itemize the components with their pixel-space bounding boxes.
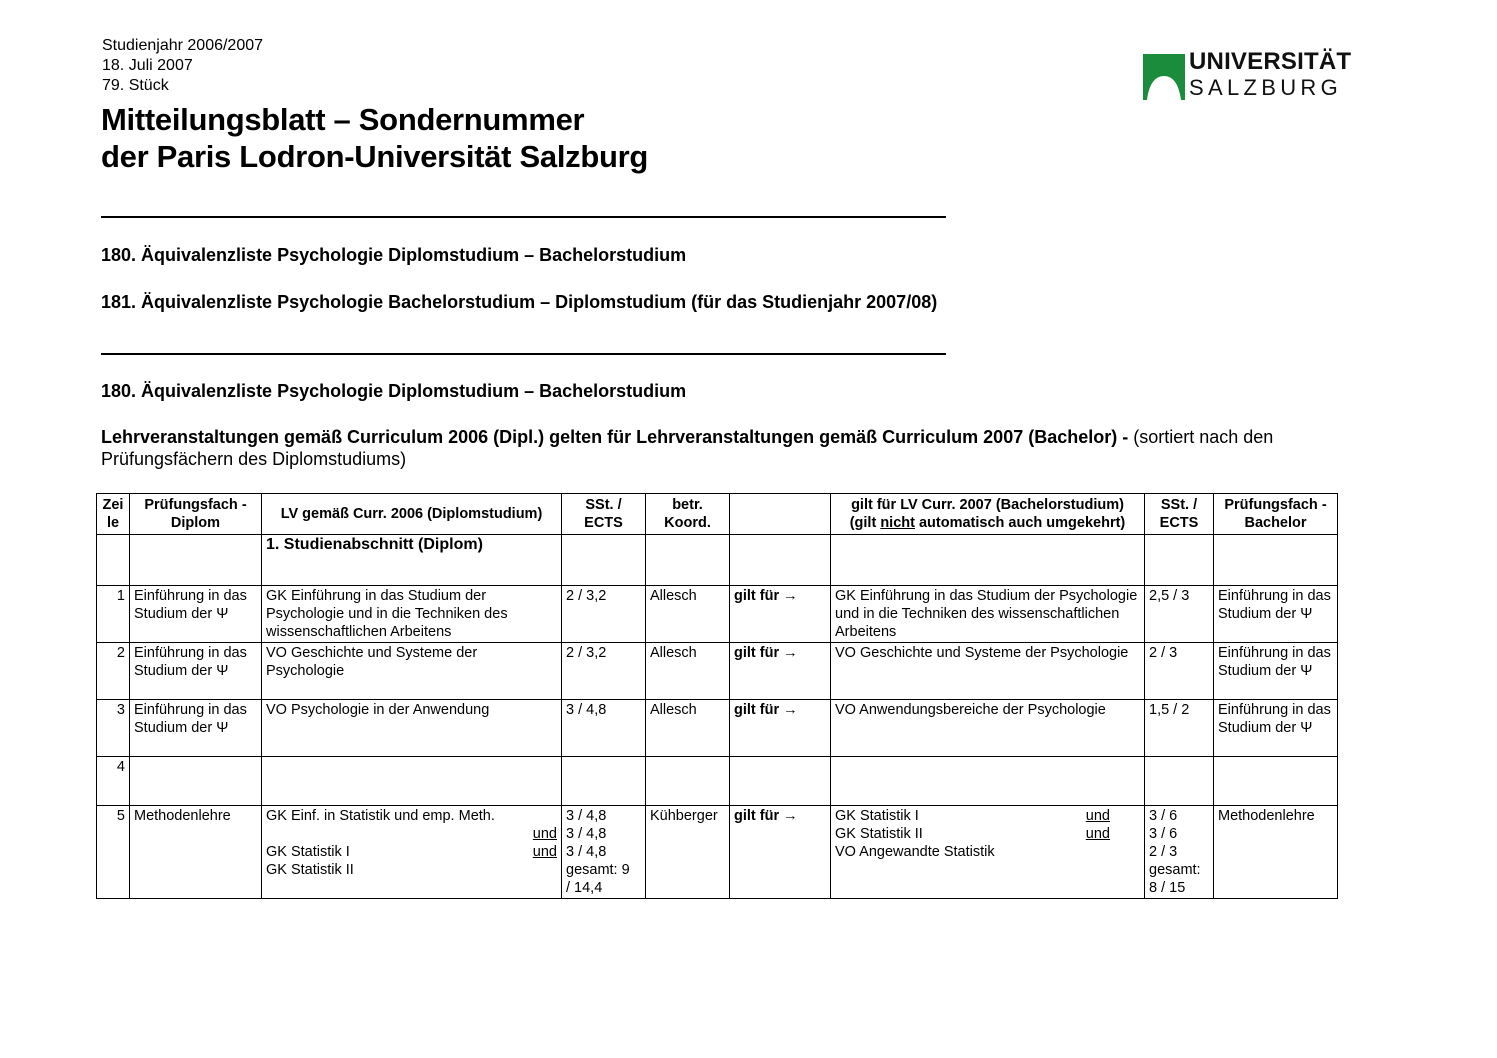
pf-diplom: Einführung in das Studium der Ψ bbox=[130, 586, 262, 643]
section-intro bbox=[101, 426, 1351, 470]
row-number: 1 bbox=[97, 586, 130, 643]
table-row bbox=[97, 757, 1338, 806]
row-number: 5 bbox=[97, 806, 130, 899]
intro-bold: Lehrveranstaltungen gemäß Curriculum 2006 (Dipl.) gelten für Lehrveranstaltungen gemäß Curriculum 2007 (Bachelor) - bbox=[101, 427, 1129, 447]
pf-bachelor: Einführung in das Studium der Ψ bbox=[1214, 643, 1338, 700]
toc-item-180: 180. Äquivalenzliste Psychologie Diplomstudium – Bachelorstudium bbox=[101, 245, 687, 265]
row-number: 3 bbox=[97, 700, 130, 757]
lv-2006: VO Geschichte und Systeme der Psychologie bbox=[262, 643, 562, 700]
pf-diplom: Einführung in das Studium der Ψ bbox=[130, 700, 262, 757]
table-header-row bbox=[97, 494, 1338, 535]
gilt-fuer-label: gilt für → bbox=[730, 700, 831, 757]
lv-2007: VO Geschichte und Systeme der Psychologie bbox=[831, 643, 1145, 700]
und-connector: und bbox=[532, 826, 557, 842]
gilt-fuer-label: gilt für → bbox=[730, 643, 831, 700]
header-sst-2007: SSt. / ECTS bbox=[1145, 494, 1214, 535]
und-connector: und bbox=[1085, 826, 1110, 842]
title-line-1: Mitteilungsblatt – Sondernummer bbox=[101, 102, 585, 137]
lv-2007: GK Statistik I und GK Statistik II und VO Angewandte Statistik bbox=[831, 806, 1145, 899]
header-pf-diplom: Prüfungsfach - Diplom bbox=[130, 494, 262, 535]
section-heading: 180. Äquivalenzliste Psychologie Diplomstudium – Bachelorstudium bbox=[101, 381, 687, 401]
lv-2007: GK Einführung in das Studium der Psychologie und in die Techniken des wissenschaftlichen Arbeitens bbox=[831, 586, 1145, 643]
studienjahr: Studienjahr 2006/2007 bbox=[102, 37, 264, 54]
section-row bbox=[97, 535, 1338, 586]
intro-normal: (sortiert nach den Prüfungsfächern des Diplomstudiums) bbox=[101, 427, 1274, 469]
header-gilt bbox=[730, 494, 831, 535]
lv-2006: VO Psychologie in der Anwendung bbox=[262, 700, 562, 757]
header-sst-2006: SSt. / ECTS bbox=[562, 494, 646, 535]
publication-date: 18. Juli 2007 bbox=[102, 57, 193, 74]
table-row bbox=[97, 586, 1338, 643]
header-lv-2007: gilt für LV Curr. 2007 (Bachelorstudium) (gilt nicht automatisch auch umgekehrt) bbox=[831, 494, 1145, 535]
sst-2007: 2 / 3 bbox=[1145, 643, 1214, 700]
table-row bbox=[97, 700, 1338, 757]
logo-text-salzburg: SALZBURG bbox=[1189, 75, 1342, 100]
header-pf-bachelor: Prüfungsfach - Bachelor bbox=[1214, 494, 1338, 535]
divider bbox=[101, 216, 946, 218]
sst-2007: 3 / 6 3 / 6 2 / 3 gesamt: 8 / 15 bbox=[1145, 806, 1214, 899]
header-koordinator: betr. Koord. bbox=[646, 494, 730, 535]
table-row bbox=[97, 643, 1338, 700]
und-connector: und bbox=[532, 844, 557, 860]
logo-text-universitaet: UNIVERSITÄT bbox=[1189, 48, 1352, 75]
table-row bbox=[97, 806, 1338, 899]
divider bbox=[101, 353, 946, 355]
lv-2006: GK Einführung in das Studium der Psychologie und in die Techniken des wissenschaftlichen Arbeitens bbox=[262, 586, 562, 643]
equivalence-table bbox=[96, 493, 1338, 899]
section-label: 1. Studienabschnitt (Diplom) bbox=[262, 535, 562, 586]
sst-2006: 2 / 3,2 bbox=[562, 643, 646, 700]
issue-number: 79. Stück bbox=[102, 77, 169, 94]
row-number: 4 bbox=[97, 757, 130, 806]
sst-2006: 2 / 3,2 bbox=[562, 586, 646, 643]
lv-2006: GK Einf. in Statistik und emp. Meth. und GK Statistik I und GK Statistik II bbox=[262, 806, 562, 899]
row-number: 2 bbox=[97, 643, 130, 700]
koordinator: Allesch bbox=[646, 700, 730, 757]
header-lv-2006: LV gemäß Curr. 2006 (Diplomstudium) bbox=[262, 494, 562, 535]
logo-arch-icon bbox=[1143, 54, 1185, 100]
header-zeile: Zei le bbox=[97, 494, 130, 535]
title-line-2: der Paris Lodron-Universität Salzburg bbox=[101, 139, 649, 174]
document-title bbox=[101, 101, 648, 175]
university-logo bbox=[1143, 48, 1353, 102]
sst-2007: 2,5 / 3 bbox=[1145, 586, 1214, 643]
pf-diplom: Methodenlehre bbox=[130, 806, 262, 899]
pf-diplom: Einführung in das Studium der Ψ bbox=[130, 643, 262, 700]
koordinator: Kühberger bbox=[646, 806, 730, 899]
toc-item-181: 181. Äquivalenzliste Psychologie Bachelorstudium – Diplomstudium (für das Studienjahr 2007/08) bbox=[101, 292, 938, 312]
gilt-fuer-label: gilt für → bbox=[730, 806, 831, 899]
sst-2006: 3 / 4,8 3 / 4,8 3 / 4,8 gesamt: 9 / 14,4 bbox=[562, 806, 646, 899]
koordinator: Allesch bbox=[646, 586, 730, 643]
sst-2006: 3 / 4,8 bbox=[562, 700, 646, 757]
gilt-fuer-label: gilt für → bbox=[730, 586, 831, 643]
pf-bachelor: Einführung in das Studium der Ψ bbox=[1214, 586, 1338, 643]
pf-bachelor: Methodenlehre bbox=[1214, 806, 1338, 899]
koordinator: Allesch bbox=[646, 643, 730, 700]
lv-2007: VO Anwendungsbereiche der Psychologie bbox=[831, 700, 1145, 757]
und-connector: und bbox=[1085, 808, 1110, 824]
document-meta bbox=[102, 36, 263, 96]
sst-2007: 1,5 / 2 bbox=[1145, 700, 1214, 757]
pf-bachelor: Einführung in das Studium der Ψ bbox=[1214, 700, 1338, 757]
